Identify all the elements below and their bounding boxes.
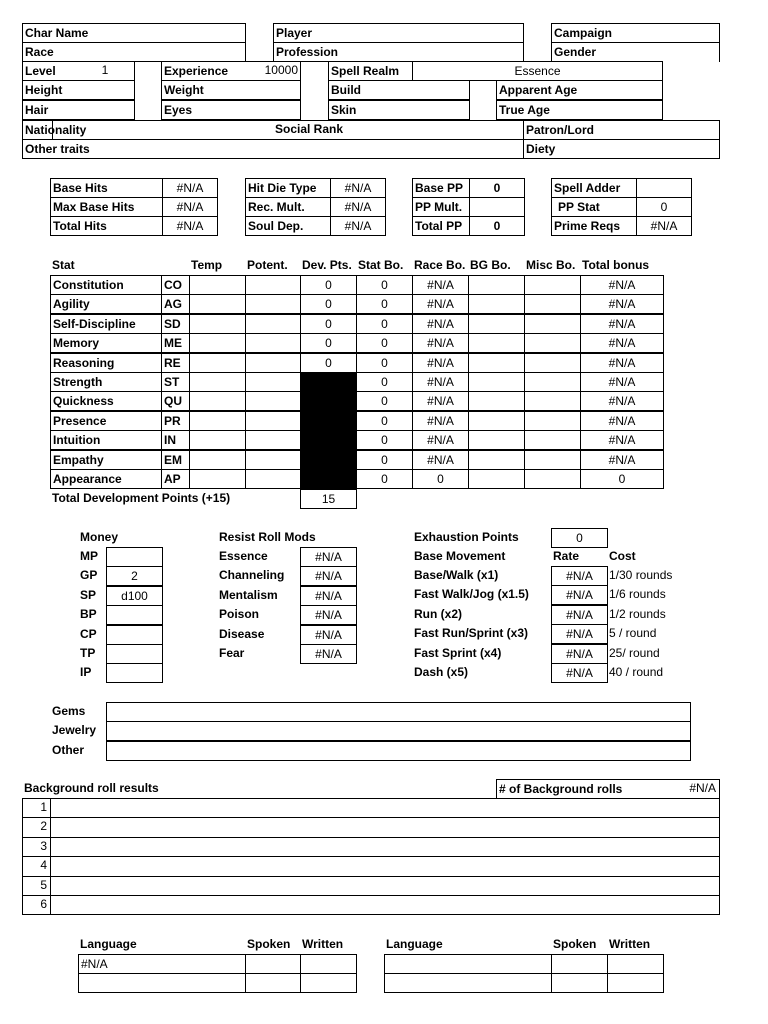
language-1-name[interactable]: #N/A: [78, 954, 246, 974]
stat-abbr: ME: [161, 333, 190, 353]
prime-reqs-value[interactable]: #N/A: [636, 216, 692, 236]
money-label: GP: [80, 568, 98, 582]
stat-bg-bo[interactable]: [468, 469, 525, 489]
stat-bg-bo[interactable]: [468, 275, 525, 295]
stat-temp[interactable]: [189, 333, 246, 353]
stat-bg-bo[interactable]: [468, 372, 525, 392]
movement-cost: 1/30 rounds: [609, 568, 673, 582]
stat-total-bonus: #N/A: [580, 353, 664, 373]
jewelry-label: Jewelry: [52, 723, 97, 737]
rec-mult-value[interactable]: #N/A: [330, 197, 386, 217]
bg-bo-header: BG Bo.: [470, 258, 511, 272]
other-label: Other: [52, 743, 85, 757]
money-label: MP: [80, 549, 98, 563]
eyes-field[interactable]: Eyes: [161, 100, 301, 120]
stat-name: Empathy: [50, 450, 162, 470]
stat-misc-bo[interactable]: [524, 275, 581, 295]
jewelry-field[interactable]: [106, 721, 691, 741]
stat-potent[interactable]: [245, 391, 301, 411]
stat-total-bonus: #N/A: [580, 372, 664, 392]
diety-field[interactable]: Diety: [523, 139, 720, 159]
language-2-written[interactable]: [300, 973, 357, 993]
stat-potent[interactable]: [245, 469, 301, 489]
stat-total-bonus: #N/A: [580, 450, 664, 470]
stat-stat-bo: 0: [356, 353, 413, 373]
profession-field[interactable]: Profession: [273, 42, 524, 62]
stat-name: Quickness: [50, 391, 162, 411]
stat-stat-bo: 0: [356, 430, 413, 450]
build-field[interactable]: Build: [328, 80, 470, 100]
stat-stat-bo: 0: [356, 372, 413, 392]
stat-misc-bo[interactable]: [524, 450, 581, 470]
money-label: CP: [80, 627, 97, 641]
movement-cost: 1/2 rounds: [609, 607, 666, 621]
stat-stat-bo: 0: [356, 450, 413, 470]
total-pp-label: Total PP: [412, 216, 470, 236]
written-header-left: Written: [302, 937, 344, 951]
stat-potent[interactable]: [245, 450, 301, 470]
level-label: Level: [22, 61, 135, 81]
stat-misc-bo[interactable]: [524, 411, 581, 431]
money-value[interactable]: [106, 605, 163, 625]
rate-header: Rate: [553, 549, 580, 563]
movement-label: Fast Sprint (x4): [414, 646, 502, 660]
stat-misc-bo[interactable]: [524, 314, 581, 334]
experience-label: Experience: [161, 61, 301, 81]
experience-value[interactable]: 10000: [264, 63, 298, 77]
stat-total-bonus: #N/A: [580, 333, 664, 353]
stat-name: Strength: [50, 372, 162, 392]
height-field[interactable]: Height: [22, 80, 135, 100]
resist-label: Poison: [219, 607, 260, 621]
written-header-right: Written: [609, 937, 651, 951]
language-4-spoken[interactable]: [551, 973, 608, 993]
money-value[interactable]: d100: [106, 586, 163, 606]
stat-race-bo: #N/A: [412, 411, 469, 431]
stat-race-bo: #N/A: [412, 333, 469, 353]
stat-race-bo: #N/A: [412, 314, 469, 334]
stat-potent[interactable]: [245, 275, 301, 295]
resist-value[interactable]: #N/A: [300, 644, 357, 664]
stat-bg-bo[interactable]: [468, 294, 525, 314]
stat-temp[interactable]: [189, 314, 246, 334]
movement-cost: 1/6 rounds: [609, 587, 666, 601]
stat-abbr: PR: [161, 411, 190, 431]
language-4-name[interactable]: [384, 973, 552, 993]
dev-pts-header: Dev. Pts.: [302, 258, 352, 272]
stat-bg-bo[interactable]: [468, 353, 525, 373]
stat-temp[interactable]: [189, 430, 246, 450]
background-row-divider: [22, 817, 720, 818]
stat-stat-bo: 0: [356, 294, 413, 314]
language-3-name[interactable]: [384, 954, 552, 974]
social-rank-label[interactable]: Social Rank: [275, 122, 344, 136]
language-header-left: Language: [80, 937, 137, 951]
campaign-field[interactable]: Campaign: [551, 23, 720, 43]
stat-bg-bo[interactable]: [468, 314, 525, 334]
movement-label: Run (x2): [414, 607, 462, 621]
background-title: Background roll results: [24, 781, 159, 795]
total-dev-value[interactable]: 15: [300, 489, 357, 509]
stat-dev-pts: [300, 469, 357, 489]
stat-stat-bo: 0: [356, 469, 413, 489]
hit-die-value[interactable]: #N/A: [330, 178, 386, 198]
movement-label: Fast Run/Sprint (x3): [414, 626, 529, 640]
stat-temp[interactable]: [189, 450, 246, 470]
spell-adder-value[interactable]: [636, 178, 692, 198]
money-label: SP: [80, 588, 97, 602]
stat-race-bo: #N/A: [412, 391, 469, 411]
background-count-value[interactable]: #N/A: [689, 781, 716, 795]
stat-header: Stat: [52, 258, 75, 272]
background-row-field[interactable]: [51, 876, 719, 896]
stat-race-bo: #N/A: [412, 430, 469, 450]
base-pp-label: Base PP: [412, 178, 470, 198]
stat-name: Constitution: [50, 275, 162, 295]
stat-race-bo: #N/A: [412, 372, 469, 392]
resist-value[interactable]: #N/A: [300, 547, 357, 567]
background-row-divider: [22, 876, 720, 877]
background-count-label: # of Background rolls: [496, 779, 720, 799]
resist-label: Disease: [219, 627, 265, 641]
stat-potent[interactable]: [245, 353, 301, 373]
temp-header: Temp: [191, 258, 223, 272]
stat-total-bonus: #N/A: [580, 430, 664, 450]
stat-temp[interactable]: [189, 469, 246, 489]
stat-bg-bo[interactable]: [468, 391, 525, 411]
stat-total-bonus: 0: [580, 469, 664, 489]
stat-stat-bo: 0: [356, 411, 413, 431]
race-field[interactable]: Race: [22, 42, 246, 62]
stat-temp[interactable]: [189, 372, 246, 392]
movement-label: Base/Walk (x1): [414, 568, 499, 582]
background-row-number: 2: [40, 819, 47, 833]
movement-label: Fast Walk/Jog (x1.5): [414, 587, 529, 601]
misc-bo-header: Misc Bo.: [526, 258, 576, 272]
stat-dev-pts: [300, 411, 357, 431]
rec-mult-label: Rec. Mult.: [245, 197, 331, 217]
stat-name: Memory: [50, 333, 162, 353]
exhaustion-value[interactable]: 0: [551, 528, 608, 548]
stat-abbr: SD: [161, 314, 190, 334]
stat-race-bo: #N/A: [412, 294, 469, 314]
money-value[interactable]: [106, 625, 163, 645]
stat-misc-bo[interactable]: [524, 353, 581, 373]
money-value[interactable]: 2: [106, 566, 163, 586]
pp-mult-label: PP Mult.: [412, 197, 470, 217]
language-1-written[interactable]: [300, 954, 357, 974]
stat-bo-header: Stat Bo.: [358, 258, 404, 272]
movement-rate[interactable]: #N/A: [551, 585, 608, 605]
background-row-field[interactable]: [51, 837, 719, 857]
movement-rate[interactable]: #N/A: [551, 566, 608, 586]
background-row-divider: [22, 837, 720, 838]
stat-dev-pts: [300, 372, 357, 392]
background-row-number: 4: [40, 858, 47, 872]
total-hits-label: Total Hits: [50, 216, 163, 236]
base-hits-label: Base Hits: [50, 178, 163, 198]
stat-potent[interactable]: [245, 372, 301, 392]
stat-potent[interactable]: [245, 333, 301, 353]
nationality-field[interactable]: Nationality: [22, 120, 524, 140]
stat-dev-pts: [300, 430, 357, 450]
movement-label: Dash (x5): [414, 665, 469, 679]
stat-misc-bo[interactable]: [524, 372, 581, 392]
money-title: Money: [80, 530, 119, 544]
stat-abbr: AP: [161, 469, 190, 489]
stat-bg-bo[interactable]: [468, 333, 525, 353]
total-pp-value[interactable]: 0: [469, 216, 525, 236]
spell-realm-value[interactable]: Essence: [412, 61, 663, 81]
stat-name: Reasoning: [50, 353, 162, 373]
stat-abbr: IN: [161, 430, 190, 450]
patron-field[interactable]: Patron/Lord: [523, 120, 720, 140]
background-row-number: 3: [40, 839, 47, 853]
stat-total-bonus: #N/A: [580, 391, 664, 411]
stat-potent[interactable]: [245, 430, 301, 450]
resist-label: Fear: [219, 646, 245, 660]
player-field[interactable]: Player: [273, 23, 524, 43]
hair-field[interactable]: Hair: [22, 100, 135, 120]
stat-temp[interactable]: [189, 294, 246, 314]
gender-field[interactable]: Gender: [551, 42, 720, 62]
stat-temp[interactable]: [189, 275, 246, 295]
gems-label: Gems: [52, 704, 86, 718]
background-row-field[interactable]: [51, 798, 719, 818]
resist-label: Essence: [219, 549, 268, 563]
level-value[interactable]: 1: [101, 63, 109, 77]
stat-name: Appearance: [50, 469, 162, 489]
pp-stat-label: PP Stat: [551, 197, 637, 217]
gems-field[interactable]: [106, 702, 691, 722]
true-age-field[interactable]: True Age: [496, 100, 663, 120]
total-bonus-header: Total bonus: [582, 258, 650, 272]
soul-dep-value[interactable]: #N/A: [330, 216, 386, 236]
resist-value[interactable]: #N/A: [300, 566, 357, 586]
background-row-number: 6: [40, 897, 47, 911]
stat-dev-pts[interactable]: 0: [300, 275, 357, 295]
stat-dev-pts[interactable]: 0: [300, 314, 357, 334]
stat-dev-pts: [300, 391, 357, 411]
money-value[interactable]: [106, 547, 163, 567]
total-dev-label: Total Development Points (+15): [52, 491, 231, 505]
movement-cost: 25/ round: [609, 646, 660, 660]
money-value[interactable]: [106, 663, 163, 683]
resist-label: Channeling: [219, 568, 285, 582]
background-row-divider: [22, 856, 720, 857]
money-label: TP: [80, 646, 96, 660]
stat-abbr: CO: [161, 275, 190, 295]
resist-label: Mentalism: [219, 588, 278, 602]
stat-total-bonus: #N/A: [580, 275, 664, 295]
total-hits-value[interactable]: #N/A: [162, 216, 218, 236]
stat-stat-bo: 0: [356, 275, 413, 295]
pp-stat-value[interactable]: 0: [636, 197, 692, 217]
background-row-number: 5: [40, 878, 47, 892]
stat-name: Intuition: [50, 430, 162, 450]
resist-value[interactable]: #N/A: [300, 625, 357, 645]
max-base-hits-label: Max Base Hits: [50, 197, 163, 217]
stat-temp[interactable]: [189, 391, 246, 411]
stat-name: Agility: [50, 294, 162, 314]
stat-potent[interactable]: [245, 314, 301, 334]
stat-dev-pts[interactable]: 0: [300, 294, 357, 314]
stat-name: Self-Discipline: [50, 314, 162, 334]
stat-total-bonus: #N/A: [580, 294, 664, 314]
stat-race-bo: 0: [412, 469, 469, 489]
spell-adder-label: Spell Adder: [551, 178, 637, 198]
stat-total-bonus: #N/A: [580, 411, 664, 431]
stat-dev-pts[interactable]: 0: [300, 353, 357, 373]
money-label: BP: [80, 607, 97, 621]
stat-abbr: RE: [161, 353, 190, 373]
soul-dep-label: Soul Dep.: [245, 216, 331, 236]
stat-race-bo: #N/A: [412, 275, 469, 295]
language-3-written[interactable]: [607, 954, 664, 974]
base-hits-value[interactable]: #N/A: [162, 178, 218, 198]
stat-total-bonus: #N/A: [580, 314, 664, 334]
spell-realm-label: Spell Realm: [328, 61, 413, 81]
apparent-age-field[interactable]: Apparent Age: [496, 80, 663, 100]
stat-bg-bo[interactable]: [468, 430, 525, 450]
resist-title: Resist Roll Mods: [219, 530, 316, 544]
max-base-hits-value[interactable]: #N/A: [162, 197, 218, 217]
stat-abbr: AG: [161, 294, 190, 314]
other-traits-field[interactable]: Other traits: [22, 139, 524, 159]
stat-bg-bo[interactable]: [468, 450, 525, 470]
background-row-divider: [22, 895, 720, 896]
stat-race-bo: #N/A: [412, 353, 469, 373]
money-label: IP: [80, 665, 92, 679]
pp-mult-value[interactable]: [469, 197, 525, 217]
stat-potent[interactable]: [245, 294, 301, 314]
movement-rate[interactable]: #N/A: [551, 624, 608, 644]
stat-dev-pts: [300, 450, 357, 470]
stat-name: Presence: [50, 411, 162, 431]
movement-rate[interactable]: #N/A: [551, 644, 608, 664]
hit-die-label: Hit Die Type: [245, 178, 331, 198]
char-name-field[interactable]: Char Name: [22, 23, 246, 43]
movement-rate[interactable]: #N/A: [551, 605, 608, 625]
spoken-header-left: Spoken: [247, 937, 291, 951]
stat-misc-bo[interactable]: [524, 333, 581, 353]
background-row-field[interactable]: [51, 856, 719, 876]
stat-misc-bo[interactable]: [524, 294, 581, 314]
language-2-spoken[interactable]: [245, 973, 301, 993]
stat-misc-bo[interactable]: [524, 430, 581, 450]
background-row-number: 1: [40, 800, 47, 814]
money-value[interactable]: [106, 644, 163, 664]
movement-cost: 40 / round: [609, 665, 664, 679]
stat-abbr: EM: [161, 450, 190, 470]
exhaustion-label: Exhaustion Points: [414, 530, 519, 544]
stat-temp[interactable]: [189, 411, 246, 431]
stat-misc-bo[interactable]: [524, 469, 581, 489]
weight-field[interactable]: Weight: [161, 80, 301, 100]
spoken-header-right: Spoken: [553, 937, 597, 951]
background-row-field[interactable]: [51, 895, 719, 915]
base-pp-value[interactable]: 0: [469, 178, 525, 198]
stat-stat-bo: 0: [356, 391, 413, 411]
resist-value[interactable]: #N/A: [300, 605, 357, 625]
prime-reqs-label: Prime Reqs: [551, 216, 637, 236]
language-3-spoken[interactable]: [551, 954, 608, 974]
base-movement-label: Base Movement: [414, 549, 506, 563]
resist-value[interactable]: #N/A: [300, 586, 357, 606]
stat-misc-bo[interactable]: [524, 391, 581, 411]
stat-race-bo: #N/A: [412, 450, 469, 470]
skin-field[interactable]: Skin: [328, 100, 470, 120]
race-bo-header: Race Bo.: [414, 258, 466, 272]
stat-bg-bo[interactable]: [468, 411, 525, 431]
stat-stat-bo: 0: [356, 333, 413, 353]
stat-abbr: QU: [161, 391, 190, 411]
stat-temp[interactable]: [189, 353, 246, 373]
language-2-name[interactable]: [78, 973, 246, 993]
nationality-divider: [52, 120, 53, 139]
stat-stat-bo: 0: [356, 314, 413, 334]
background-row-field[interactable]: [51, 817, 719, 837]
stat-abbr: ST: [161, 372, 190, 392]
language-4-written[interactable]: [607, 973, 664, 993]
cost-header: Cost: [609, 549, 636, 563]
potent-header: Potent.: [247, 258, 288, 272]
stat-potent[interactable]: [245, 411, 301, 431]
movement-cost: 5 / round: [609, 626, 657, 640]
movement-rate[interactable]: #N/A: [551, 663, 608, 683]
other-field[interactable]: [106, 741, 691, 761]
stat-dev-pts[interactable]: 0: [300, 333, 357, 353]
language-1-spoken[interactable]: [245, 954, 301, 974]
language-header-right: Language: [386, 937, 443, 951]
